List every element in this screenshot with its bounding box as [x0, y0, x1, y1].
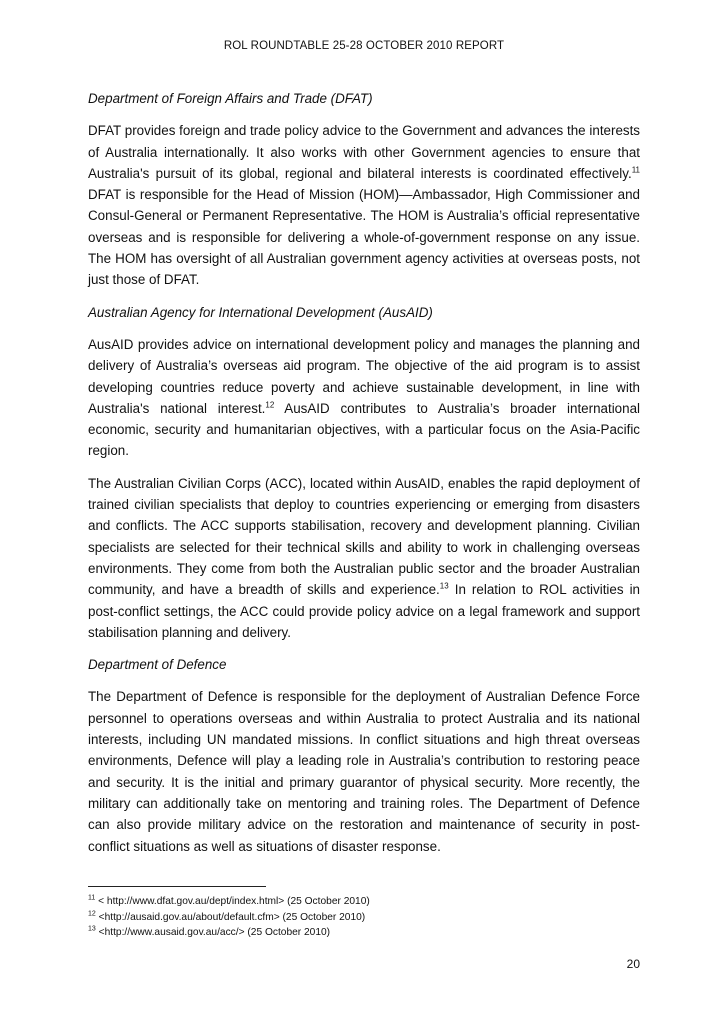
- section-heading-defence: Department of Defence: [88, 657, 227, 673]
- footnote-link[interactable]: < http://www.dfat.gov.au/dept/index.html> (25 October 2010): [98, 896, 370, 907]
- page-number: 20: [626, 957, 640, 971]
- footnote-13: [88, 925, 640, 941]
- paragraph-acc: [88, 473, 640, 643]
- paragraph-text: DFAT provides foreign and trade policy advice to the Government and advances the interests of Australia internationally. It also works with other Government agencies to ensure that Australia's pursuit of its global, regional and bilateral interests is coordinated effectively.: [88, 123, 640, 181]
- running-header: ROL ROUNDTABLE 25-28 OCTOBER 2010 REPORT: [223, 40, 505, 52]
- footnote-ref-11[interactable]: 11: [631, 165, 640, 175]
- paragraph-text: In relation to ROL activities in post-conflict settings, the ACC could provide policy advice on a legal framework and support stabilisation planning and delivery.: [88, 582, 640, 640]
- footnote-ref-12[interactable]: 12: [265, 400, 275, 410]
- footnote-ref-13[interactable]: 13: [439, 581, 449, 591]
- footnote-number: 12: [88, 910, 96, 918]
- section-heading-ausaid: Australian Agency for International Development (AusAID): [88, 304, 433, 320]
- footnote-divider: [88, 886, 266, 887]
- section-heading-dfat: Department of Foreign Affairs and Trade (DFAT): [88, 91, 373, 106]
- footnote-number: 13: [88, 925, 96, 933]
- paragraph-text: AusAID contributes to Australia’s broader international economic, security and humanitarian objectives, with a particular focus on the Asia-Pacific region.: [88, 400, 640, 459]
- paragraph-ausaid: [88, 334, 640, 462]
- body-content: [88, 88, 640, 868]
- footnotes: [88, 894, 640, 941]
- footnote-number: 11: [88, 894, 96, 902]
- footnote-link[interactable]: <http://ausaid.gov.au/about/default.cfm> (25 October 2010): [98, 911, 366, 923]
- paragraph-text: AusAID provides advice on international development policy and manages the planning and delivery of Australia’s overseas aid program. The objective of the aid program is to assist developing countries reduce poverty and achieve sustainable development, in line with Australia's national interest.: [88, 336, 640, 416]
- paragraph-text: The Australian Civilian Corps (ACC), located within AusAID, enables the rapid deployment of trained civilian specialists that deploy to countries experiencing or emerging from disasters and conflicts. The ACC supports stabilisation, recovery and development planning. Civilian specialists are selected for their technical skills and ability to work in challenging overseas environments. They come from both the Australian public sector and the broader Australian community, and have a breadth of skills and experience.: [88, 475, 640, 598]
- paragraph-text: DFAT is responsible for the Head of Mission (HOM)—Ambassador, High Commissioner and Consul-General or Permanent Representative. The HOM is Australia’s official representative overseas and is responsible for delivering a whole-of-government response on any issue. The HOM has oversight of all Australian government agency activities at overseas posts, not just those of DFAT.: [88, 187, 640, 288]
- paragraph-defence: [88, 686, 640, 856]
- footnote-link[interactable]: <http://www.ausaid.gov.au/acc/> (25 October 2010): [98, 927, 331, 939]
- footnote-12: [88, 910, 640, 926]
- paragraph-dfat: [88, 120, 640, 290]
- paragraph-text: The Department of Defence is responsible for the deployment of Australian Defence Force personnel to operations overseas and within Australia to protect Australia and its national interests, including UN mandated missions. In conflict situations and high threat overseas environments, Defence will play a leading role in Australia’s contribution to restoring peace and security. It is the initial and primary guarantor of physical security. More recently, the military can additionally take on mentoring and training roles. The Department of Defence can also provide military advice on the restoration and maintenance of security in post-conflict situations as well as situations of disaster response.: [88, 689, 640, 854]
- footnote-11: [88, 894, 640, 910]
